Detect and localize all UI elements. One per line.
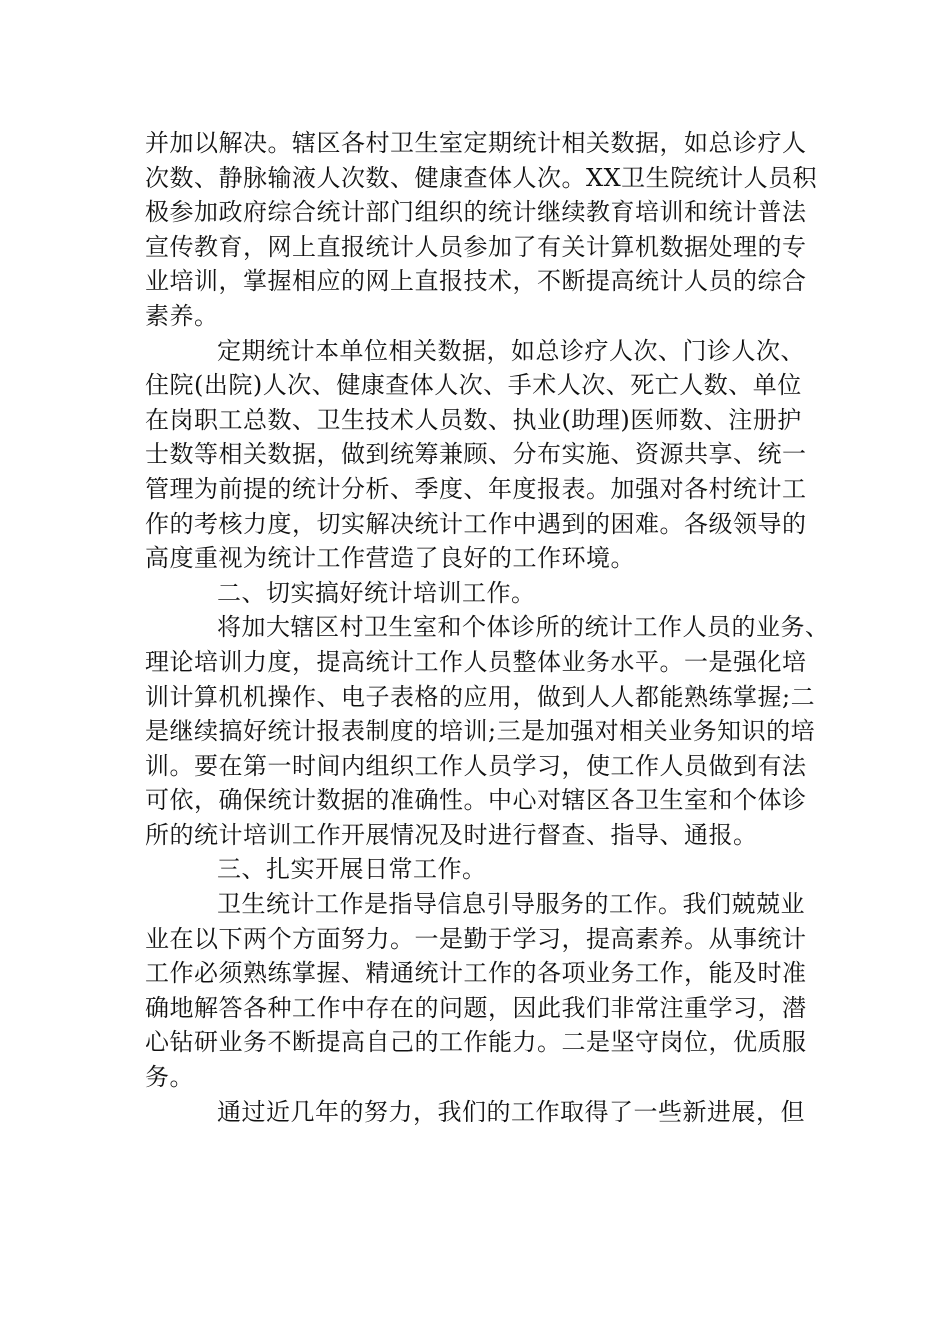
text-line: 素养。	[145, 301, 219, 330]
text-line: 业培训，掌握相应的网上直报技术，不断提高统计人员的综合	[145, 267, 807, 296]
text-line: 定期统计本单位相关数据，如总诊疗人次、门诊人次、	[217, 336, 805, 365]
text-line: 二、切实搞好统计培训工作。	[217, 578, 536, 607]
text-line: 宣传教育，网上直报统计人员参加了有关计算机数据处理的专	[145, 232, 807, 261]
text-line: 士数等相关数据，做到统筹兼顾、分布实施、资源共享、统一	[145, 440, 807, 469]
text-line: 训。要在第一时间内组织工作人员学习，使工作人员做到有法	[145, 751, 807, 780]
text-line: 务。	[145, 1063, 194, 1092]
text-line: 次数、静脉输液人次数、健康查体人次。XX卫生院统计人员积	[145, 163, 818, 192]
text-line: 工作必须熟练掌握、精通统计工作的各项业务工作，能及时准	[145, 959, 807, 988]
text-line: 是继续搞好统计报表制度的培训;三是加强对相关业务知识的培	[145, 717, 816, 746]
text-line: 高度重视为统计工作营造了良好的工作环境。	[145, 544, 635, 573]
text-line: 训计算机机操作、电子表格的应用，做到人人都能熟练掌握;二	[145, 682, 816, 711]
text-line: 理论培训力度，提高统计工作人员整体业务水平。一是强化培	[145, 647, 807, 676]
text-line: 心钻研业务不断提高自己的工作能力。二是坚守岗位，优质服	[145, 1028, 807, 1057]
document-body	[145, 126, 830, 1129]
text-line: 住院(出院)人次、健康查体人次、手术人次、死亡人数、单位	[145, 371, 802, 400]
text-line: 确地解答各种工作中存在的问题，因此我们非常注重学习，潜	[145, 993, 807, 1022]
text-line: 作的考核力度，切实解决统计工作中遇到的困难。各级领导的	[145, 509, 807, 538]
text-line: 并加以解决。辖区各村卫生室定期统计相关数据，如总诊疗人	[145, 129, 807, 157]
text-line: 卫生统计工作是指导信息引导服务的工作。我们兢兢业	[217, 890, 805, 919]
text-line: 将加大辖区村卫生室和个体诊所的统计工作人员的业务、	[217, 613, 830, 642]
text-line: 所的统计培训工作开展情况及时进行督查、指导、通报。	[145, 820, 758, 849]
text-line: 管理为前提的统计分析、季度、年度报表。加强对各村统计工	[145, 474, 807, 503]
text-line: 业在以下两个方面努力。一是勤于学习，提高素养。从事统计	[145, 924, 807, 953]
text-line: 通过近几年的努力，我们的工作取得了一些新进展，但	[217, 1097, 805, 1126]
text-line: 在岗职工总数、卫生技术人员数、执业(助理)医师数、注册护	[145, 405, 802, 434]
text-line: 极参加政府综合统计部门组织的统计继续教育培训和统计普法	[145, 198, 807, 227]
text-line: 三、扎实开展日常工作。	[217, 855, 487, 884]
text-line: 可依，确保统计数据的准确性。中心对辖区各卫生室和个体诊	[145, 786, 807, 815]
